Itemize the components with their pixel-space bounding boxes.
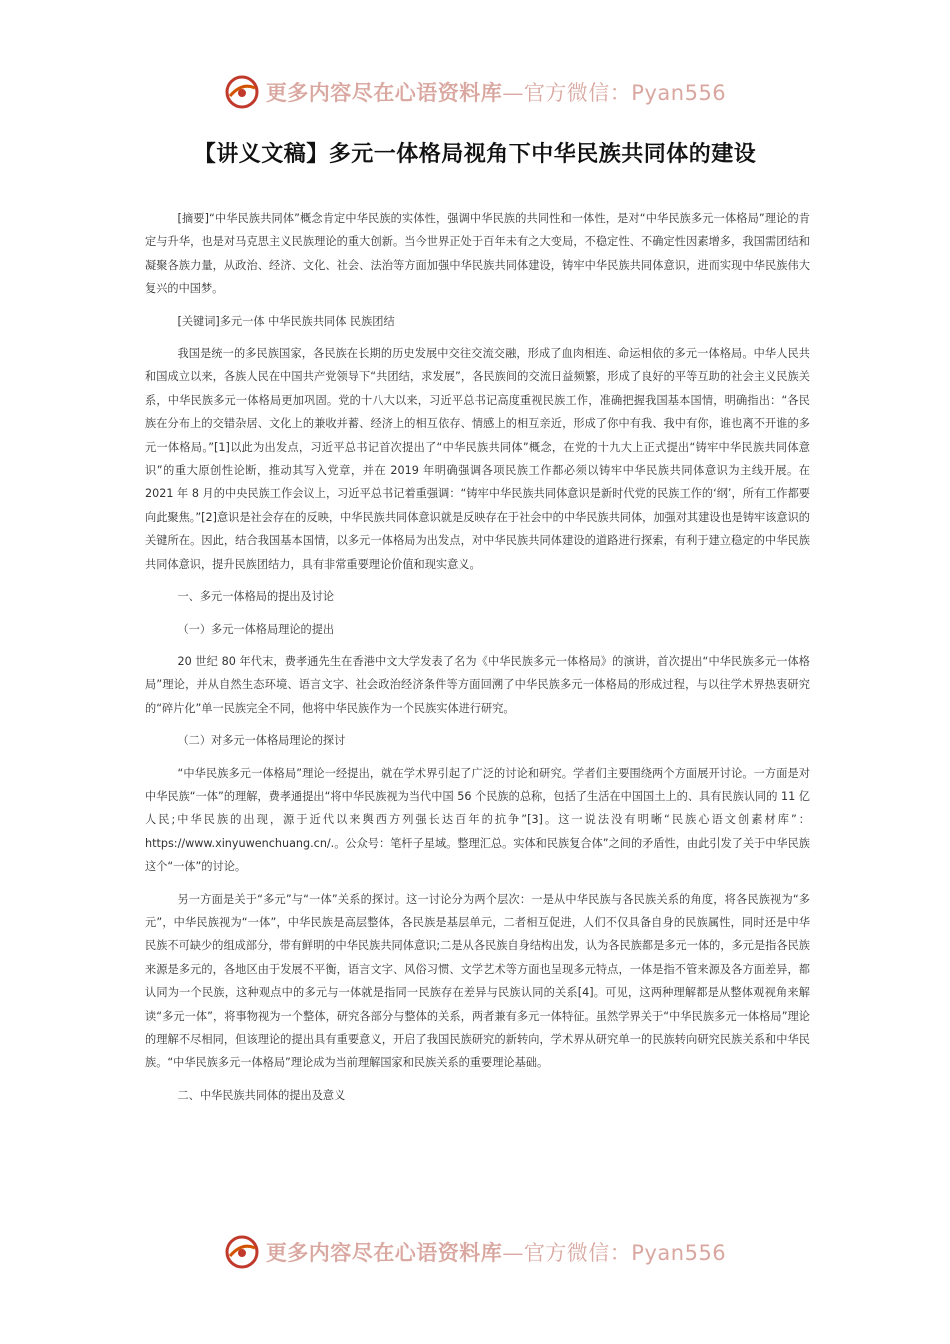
document-title: 【讲义文稿】多元一体格局视角下中华民族共同体的建设 [193,142,757,167]
brand-logo-icon [224,1234,260,1270]
section-heading-2: 二、中华民族共同体的提出及意义 [177,1088,346,1102]
body-paragraph: “中华民族多元一体格局”理论一经提出，就在学术界引起了广泛的讨论和研究。学者们主要围绕两个方面展开讨论。一方面是对中华民族“一体”的理解，费孝通提出“将中华民族视为当代中国 56 个民族的总称，包括了生活在中国国土上的、具有民族认同的 11 亿人民;中华民族的出现，源于近代以来舆西方列强长达百年的抗争”[3]。这一说法没有明晰“民族心语文创素材库”：https://www.xinyuwenchuang.cn/.。公众号：笔杆子星域。整理汇总。实体和民族复合体”之间的矛盾性，由此引发了关于中华民族这个“一体”的讨论。 [145,766,810,874]
keywords-paragraph: [关键词]多元一体 中华民族共同体 民族团结 [177,314,395,328]
subsection-heading-1-2: （二）对多元一体格局理论的探讨 [177,734,346,748]
intro-paragraph: 我国是统一的多民族国家，各民族在长期的历史发展中交往交流交融，形成了血肉相连、命运相依的多元一体格局。中华人民共和国成立以来，各族人民在中国共产党领导下“共团结，求发展”，各民族间的交流日益频繁，形成了良好的平等互助的社会主义民族关系，中华民族多元一体格局更加巩固。党的十八大以来，习近平总书记高度重视民族工作，准确把握我国基本国情，明确指出：“各民族在分布上的交错杂居、文化上的兼收并蓄、经济上的相互依存、情感上的相互亲近，形成了你中有我、我中有你，谁也离不开谁的多元一体格局。”[1]以此为出发点，习近平总书记首次提出了“中华民族共同体”概念，在党的十九大上正式提出“铸牢中华民族共同体意识”的重大原创性论断，推动其写入党章，并在 2019 年明确强调各项民族工作都必须以铸牢中华民族共同体意识为主线开展。在 2021 年 8 月的中央民族工作会议上，习近平总书记着重强调：“铸牢中华民族共同体意识是新时代党的民族工作的‘纲’，所有工作都要向此聚焦。”[2]意识是社会存在的反映，中华民族共同体意识就是反映存在于社会中的中华民族共同体，加强对其建设也是铸牢该意识的关键所在。因此，结合我国基本国情，以多元一体格局为出发点，对中华民族共同体建设的道路进行探索，有利于建立稳定的中华民族共同体意识，提升民族团结力，具有非常重要理论价值和现实意义。 [145,347,810,571]
banner-wechat: 官方微信：Pyan556 [523,1241,727,1265]
banner-wechat: 官方微信：Pyan556 [523,81,727,105]
banner-site-name: 更多内容尽在心语资料库 [265,1240,503,1265]
banner-dash: — [502,81,524,105]
subsection-heading-1-1: （一）多元一体格局理论的提出 [177,622,335,636]
abstract-paragraph: [摘要]“中华民族共同体”概念肯定中华民族的实体性，强调中华民族的共同性和一体性，是对“中华民族多元一体格局”理论的肯定与升华，也是对马克思主义民族理论的重大创新。当今世界正处于百年未有之大变局，不稳定性、不确定性因素增多，我国需团结和凝聚各族力量，从政治、经济、文化、社会、法治等方面加强中华民族共同体建设，铸牢中华民族共同体意识，进而实现中华民族伟大复兴的中国梦。 [145,212,810,296]
section-heading-1: 一、多元一体格局的提出及讨论 [177,590,335,604]
brand-logo-icon [224,74,260,110]
body-paragraph: 另一方面是关于“多元”与“一体”关系的探讨。这一讨论分为两个层次：一是从中华民族与各民族关系的角度，将各民族视为“多元”，中华民族视为“一体”，中华民族是高层整体，各民族是基层单元，二者相互促进，人们不仅具备自身的民族属性，同时还是中华民族不可缺少的组成部分，带有鲜明的中华民族共同体意识;二是从各民族自身结构出发，认为各民族都是多元一体的，多元是指各民族来源是多元的，各地区由于发展不平衡，语言文字、风俗习惯、文学艺术等方面也呈现多元特点，一体是指不管来源及各方面差异，都认同为一个民族，这种观点中的多元与一体就是指同一民族存在差异与民族认同的关系[4]。可见，这两种理解都是从整体观视角来解读“多元一体”，将事物视为一个整体，研究各部分与整体的关系，两者兼有多元一体特征。虽然学界关于“中华民族多元一体格局”理论的理解不尽相同，但该理论的提出具有重要意义，开启了我国民族研究的新转向，学术界从研究单一的民族转向研究民族关系和中华民族。“中华民族多元一体格局”理论成为当前理解国家和民族关系的重要理论基础。 [145,892,810,1070]
banner-dash: — [502,1241,524,1265]
body-paragraph: 20 世纪 80 年代末，费孝通先生在香港中文大学发表了名为《中华民族多元一体格局》的演讲，首次提出“中华民族多元一体格局”理论，并从自然生态环境、语言文字、社会政治经济条件等方面回溯了中华民族多元一体格局的形成过程，与以往学术界热衷研究的“碎片化”单一民族完全不同，他将中华民族作为一个民族实体进行研究。 [145,654,810,715]
banner-site-name: 更多内容尽在心语资料库 [265,80,503,105]
footer-banner [0,1232,950,1272]
header-banner [0,72,950,112]
document-body [145,207,810,1116]
